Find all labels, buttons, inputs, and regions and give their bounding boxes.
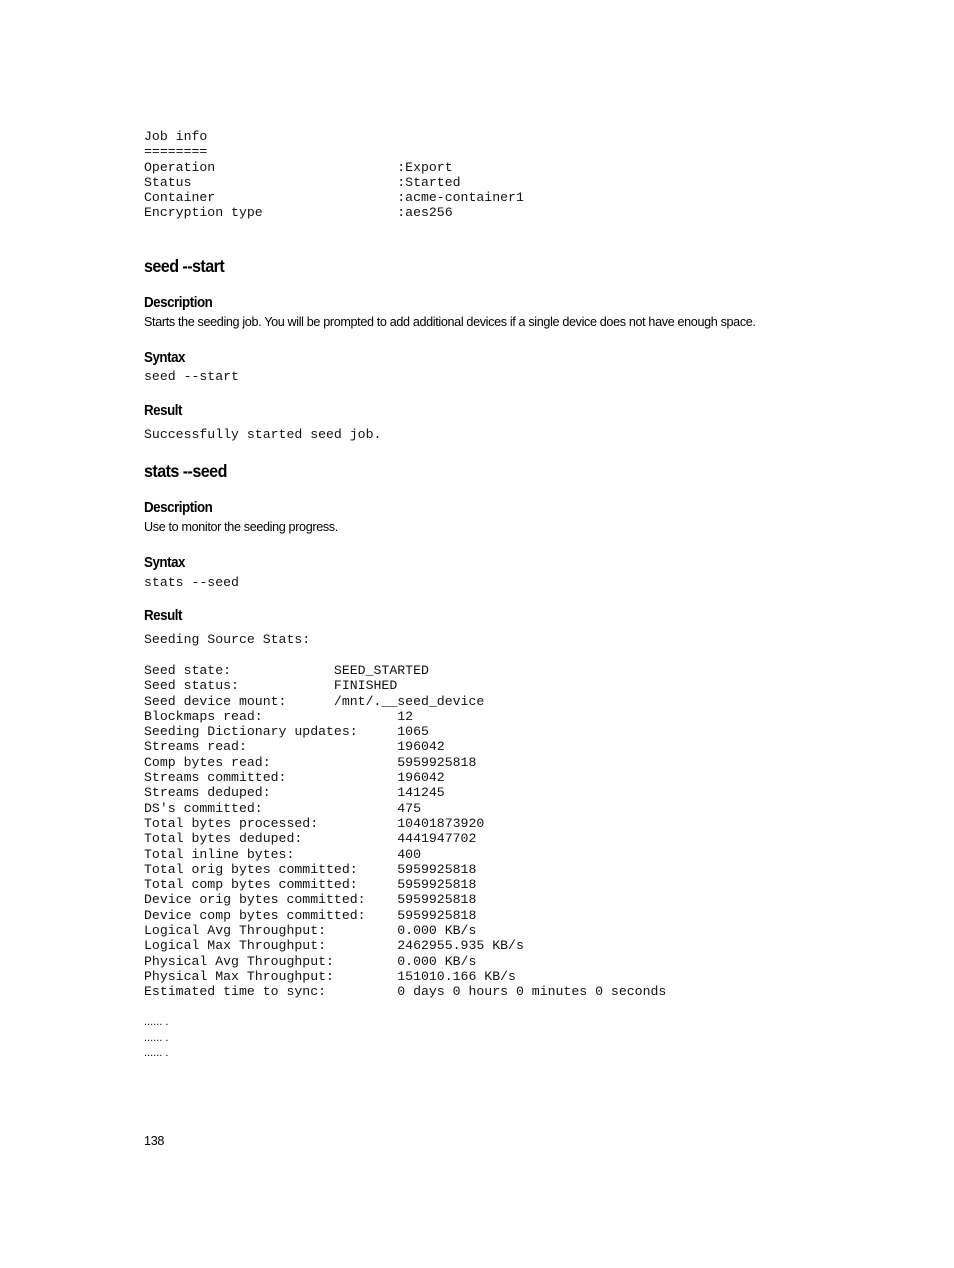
ellipsis-line: ...... . xyxy=(144,1032,169,1044)
stats-seed-description-heading: Description xyxy=(144,500,213,516)
stats-seed-syntax: stats --seed xyxy=(144,575,239,590)
seed-start-description: Starts the seeding job. You will be prompted to add additional devices if a single device does not have enough space. xyxy=(144,315,756,329)
seed-start-syntax-heading: Syntax xyxy=(144,350,185,366)
job-info-output: Job info ======== Operation :Export Status :Started Container :acme-container1 Encryption type :aes256 xyxy=(144,129,524,221)
stats-seed-description: Use to monitor the seeding progress. xyxy=(144,520,338,534)
stats-seed-result-heading: Result xyxy=(144,608,183,624)
seed-start-title: seed --start xyxy=(144,256,225,276)
seed-start-result: Successfully started seed job. xyxy=(144,427,382,442)
stats-seed-result-output: Seed state: SEED_STARTED Seed status: FINISHED Seed device mount: /mnt/.__seed_device Blockmaps read: 12 Seeding Dictionary updates: 1065 Streams read: 196042 Comp bytes read: 5959925818 Streams committed: 196042 Streams deduped: 141245 DS's committed: 475 Total bytes processed: 10401873920 Total bytes deduped: 4441947702 Total inline bytes: 400 Total orig bytes committed: 5959925818 Total comp bytes committed: 5959925818 Device orig bytes committed: 5959925818 Device comp bytes committed: 5959925818 Logical Avg Throughput: 0.000 KB/s Logical Max Throughput: 2462955.935 KB/s Physical Avg Throughput: 0.000 KB/s Physical Max Throughput: 151010.166 KB/s Estimated time to sync: 0 days 0 hours 0 minutes 0 seconds xyxy=(144,663,667,1000)
stats-seed-syntax-heading: Syntax xyxy=(144,555,185,571)
seed-start-syntax: seed --start xyxy=(144,369,239,384)
stats-seed-result-header: Seeding Source Stats: xyxy=(144,632,311,647)
seed-start-description-heading: Description xyxy=(144,295,213,311)
seed-start-result-heading: Result xyxy=(144,403,183,419)
ellipsis-line: ...... . xyxy=(144,1047,169,1059)
page-number: 138 xyxy=(144,1134,165,1148)
ellipsis-line: ...... . xyxy=(144,1016,169,1028)
stats-seed-title: stats --seed xyxy=(144,461,227,481)
